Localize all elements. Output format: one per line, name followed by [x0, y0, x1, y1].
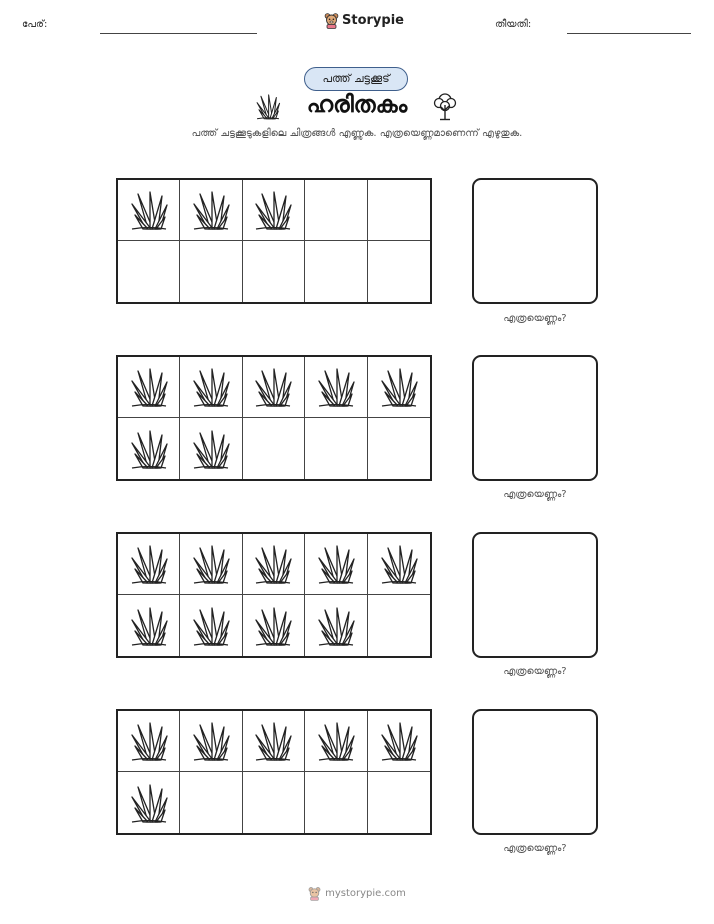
frame-cell: [368, 180, 430, 241]
grass-icon: [129, 428, 169, 470]
grass-icon: [191, 720, 231, 762]
grass-icon: [191, 428, 231, 470]
frame-cell: [368, 534, 430, 595]
frame-cell: [368, 418, 430, 479]
frame-cell: [368, 595, 430, 656]
frame-cell: [305, 772, 367, 833]
frame-cell: [243, 595, 305, 656]
brand-logo: [324, 12, 404, 29]
grass-icon: [129, 605, 169, 647]
frame-cell: [305, 241, 367, 302]
grass-icon: [253, 543, 293, 585]
frame-cell: [180, 180, 242, 241]
brand-name: Storypie: [342, 13, 404, 28]
frame-cell: [180, 711, 242, 772]
frame-cell: [180, 772, 242, 833]
grass-icon: [253, 189, 293, 231]
grass-icon: [191, 543, 231, 585]
page-title: ഹരിതകം: [306, 92, 408, 118]
footer-url[interactable]: mystorypie.com: [325, 888, 406, 899]
frame-cell: [305, 180, 367, 241]
frame-cell: [118, 241, 180, 302]
grass-icon: [316, 366, 356, 408]
grass-icon: [316, 605, 356, 647]
instructions: പത്ത് ചട്ടക്കൂടുകളിലെ ചിത്രങ്ങൾ എണ്ണുക. എത്രയെണ്ണമാണെന്ന് എഴുതുക.: [191, 128, 523, 139]
grass-icon: [129, 720, 169, 762]
frame-cell: [305, 357, 367, 418]
frame-cell: [305, 534, 367, 595]
frame-cell: [368, 357, 430, 418]
ten-frame-4: [116, 709, 432, 835]
name-label: പേര്:: [22, 19, 48, 30]
grass-icon: [129, 189, 169, 231]
frame-cell: [118, 595, 180, 656]
frame-cell: [180, 534, 242, 595]
grass-icon: [379, 366, 419, 408]
frame-cell: [243, 357, 305, 418]
frame-cell: [305, 595, 367, 656]
footer: [0, 886, 714, 901]
frame-cell: [243, 534, 305, 595]
grass-icon: [379, 543, 419, 585]
how-many-label: എത്രയെണ്ണം?: [503, 843, 567, 854]
bear-logo-icon: [308, 886, 321, 901]
answer-box-4[interactable]: [472, 709, 598, 835]
frame-cell: [243, 418, 305, 479]
ten-frame-3: [116, 532, 432, 658]
frame-cell: [180, 595, 242, 656]
date-label: തീയതി:: [495, 19, 532, 30]
bear-logo-icon: [324, 12, 339, 29]
frame-cell: [118, 534, 180, 595]
grass-icon: [129, 543, 169, 585]
answer-box-1[interactable]: [472, 178, 598, 304]
grass-icon: [253, 366, 293, 408]
answer-box-2[interactable]: [472, 355, 598, 481]
grass-icon: [191, 189, 231, 231]
answer-box-3[interactable]: [472, 532, 598, 658]
frame-cell: [180, 357, 242, 418]
grass-icon: [129, 366, 169, 408]
grass-icon: [379, 720, 419, 762]
frame-cell: [118, 711, 180, 772]
frame-cell: [305, 711, 367, 772]
tree-icon: [432, 91, 458, 121]
grass-icon: [191, 605, 231, 647]
ten-frame-1: [116, 178, 432, 304]
frame-cell: [118, 418, 180, 479]
grass-icon: [316, 543, 356, 585]
frame-cell: [243, 241, 305, 302]
frame-cell: [118, 180, 180, 241]
frame-cell: [243, 711, 305, 772]
grass-icon: [253, 605, 293, 647]
ten-frame-2: [116, 355, 432, 481]
how-many-label: എത്രയെണ്ണം?: [503, 489, 567, 500]
frame-cell: [180, 418, 242, 479]
grass-icon: [253, 720, 293, 762]
date-line[interactable]: [567, 33, 691, 34]
frame-cell: [368, 711, 430, 772]
frame-cell: [118, 772, 180, 833]
frame-cell: [118, 357, 180, 418]
activity-tag: പത്ത് ചട്ടക്കൂട്: [304, 67, 408, 91]
frame-cell: [243, 772, 305, 833]
grass-icon: [129, 782, 169, 824]
frame-cell: [368, 772, 430, 833]
frame-cell: [305, 418, 367, 479]
frame-cell: [180, 241, 242, 302]
frame-cell: [243, 180, 305, 241]
how-many-label: എത്രയെണ്ണം?: [503, 313, 567, 324]
name-line[interactable]: [100, 33, 257, 34]
frame-cell: [368, 241, 430, 302]
how-many-label: എത്രയെണ്ണം?: [503, 666, 567, 677]
grass-icon: [316, 720, 356, 762]
grass-icon: [191, 366, 231, 408]
